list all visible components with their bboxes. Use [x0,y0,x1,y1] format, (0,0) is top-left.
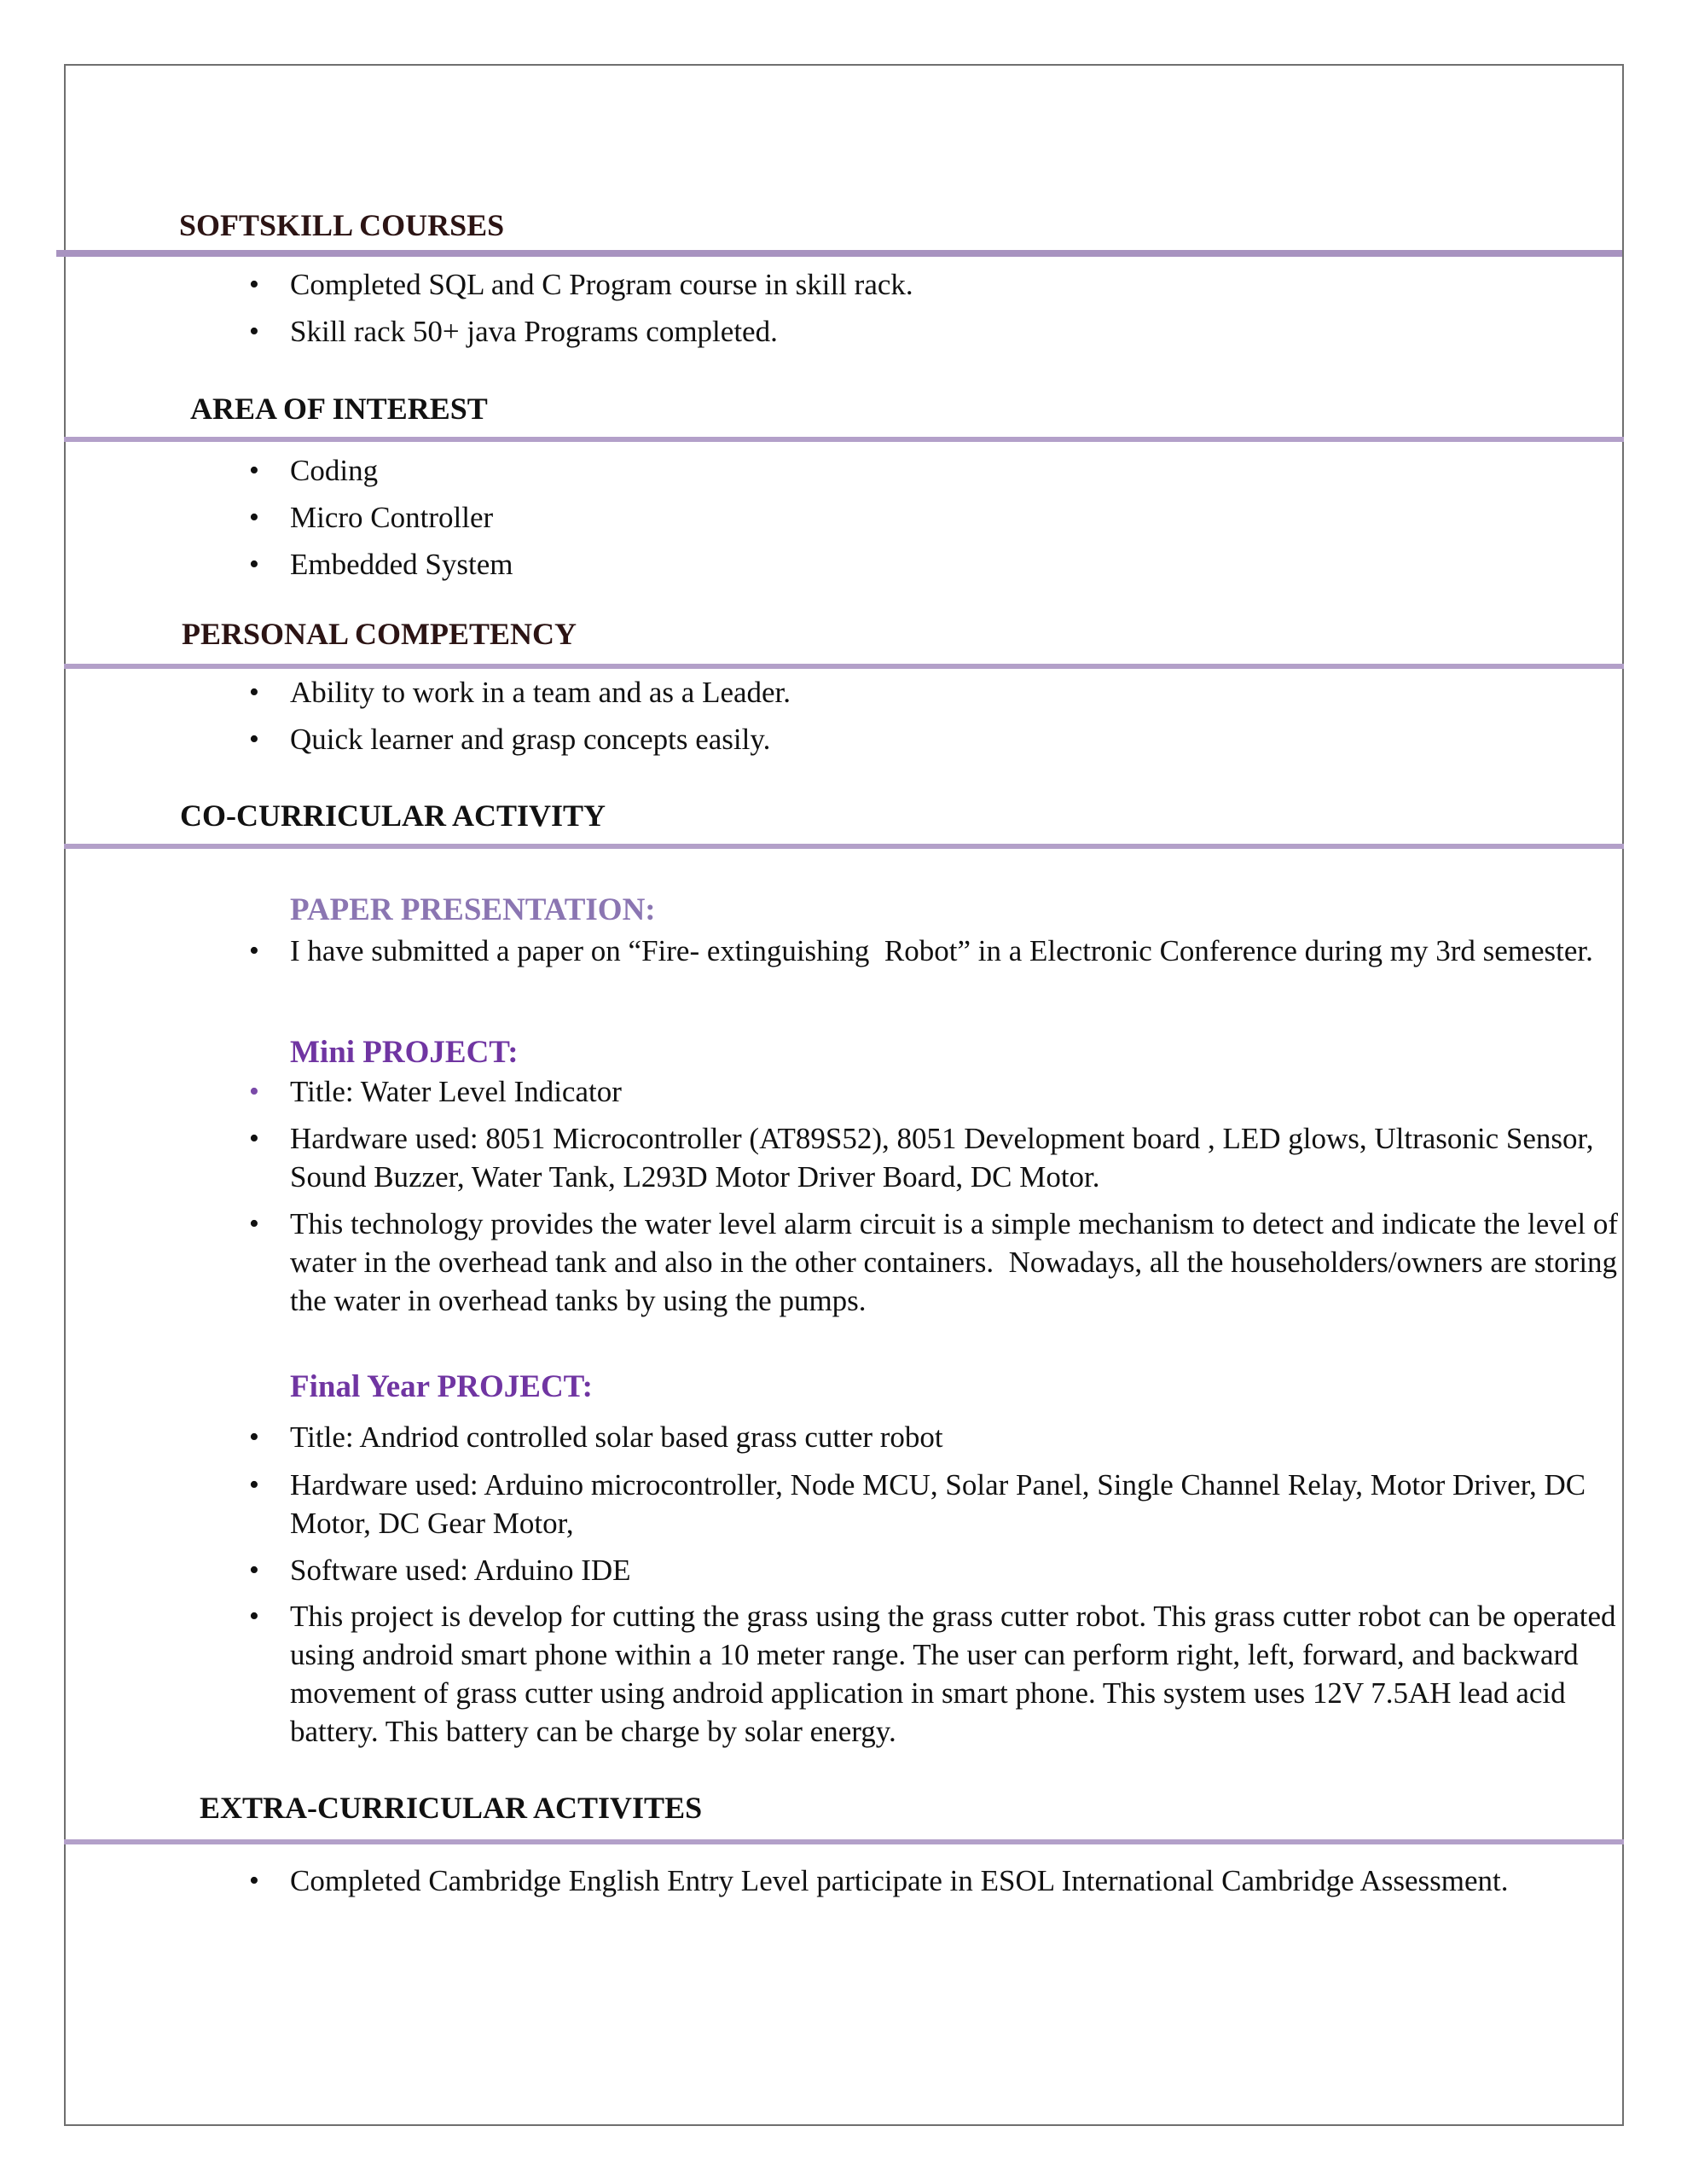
section-heading-cocurricular: CO-CURRICULAR ACTIVITY [180,799,606,833]
list-item: • Title: Water Level Indicator [290,1072,1620,1111]
section-divider [64,664,1624,669]
subheading-paper-presentation: PAPER PRESENTATION: [290,892,656,927]
bullet-icon: • [249,1600,259,1632]
subheading-mini-project: Mini PROJECT: [290,1035,519,1070]
bullet-icon: • [249,1865,259,1896]
list-item: • Quick learner and grasp concepts easily. [290,720,1620,758]
bullet-icon: • [249,316,259,347]
list-item: • This technology provides the water level alarm circuit is a simple mechanism to detect and indicate the level of water in the overhead tank and also in the other containers. Nowadays, all the householders/owners are storing the water in overhead tanks by using the pumps. [290,1205,1620,1320]
subheading-final-year-project: Final Year PROJECT: [290,1369,593,1404]
list-item: • Hardware used: 8051 Microcontroller (AT89S52), 8051 Development board , LED glows, Ultrasonic Sensor, Sound Buzzer, Water Tank, L293D Motor Driver Board, DC Motor. [290,1119,1620,1196]
bullet-icon: • [249,549,259,580]
bullet-icon: • [249,723,259,755]
list-item: • Software used: Arduino IDE [290,1551,1620,1589]
list-item: • This project is develop for cutting the grass using the grass cutter robot. This grass cutter robot can be operated using android smart phone within a 10 meter range. The user can perform right, left, forward, and backward movement of grass cutter using android application in smart phone. This system uses 12V 7.5AH lead acid battery. This battery can be charge by solar energy. [290,1597,1620,1751]
list-item: • Hardware used: Arduino microcontroller, Node MCU, Solar Panel, Single Channel Relay, Motor Driver, DC Motor, DC Gear Motor, [290,1466,1620,1542]
list-item: • Completed Cambridge English Entry Level participate in ESOL International Cambridge Assessment. [290,1862,1620,1900]
section-divider [64,437,1624,442]
bullet-icon: • [249,1469,259,1501]
list-item: • Coding [290,451,1620,490]
list-item: • Skill rack 50+ java Programs completed. [290,312,1620,351]
bullet-icon: • [249,269,259,300]
section-divider [64,1839,1624,1844]
list-item: • Completed SQL and C Program course in skill rack. [290,265,1620,304]
list-item: • Ability to work in a team and as a Leader. [290,673,1620,712]
section-divider [56,250,1622,257]
section-heading-interest: AREA OF INTEREST [190,392,488,426]
bullet-icon: • [249,677,259,708]
list-item: • Title: Andriod controlled solar based grass cutter robot [290,1418,1620,1456]
bullet-icon: • [249,1421,259,1453]
bullet-icon: • [249,935,259,967]
bullet-icon: • [249,1208,259,1240]
section-divider [64,844,1624,849]
list-item: • I have submitted a paper on “Fire- extinguishing Robot” in a Electronic Conference during my 3rd semester. [290,932,1620,970]
bullet-icon: • [249,1076,259,1107]
list-item: • Micro Controller [290,498,1620,537]
list-item: • Embedded System [290,545,1620,584]
bullet-icon: • [249,455,259,486]
bullet-icon: • [249,502,259,533]
bullet-icon: • [249,1554,259,1586]
section-heading-extracurricular: EXTRA-CURRICULAR ACTIVITES [200,1791,703,1825]
section-heading-competency: PERSONAL COMPETENCY [182,617,577,651]
bullet-icon: • [249,1123,259,1154]
section-heading-softskill: SOFTSKILL COURSES [179,208,505,242]
